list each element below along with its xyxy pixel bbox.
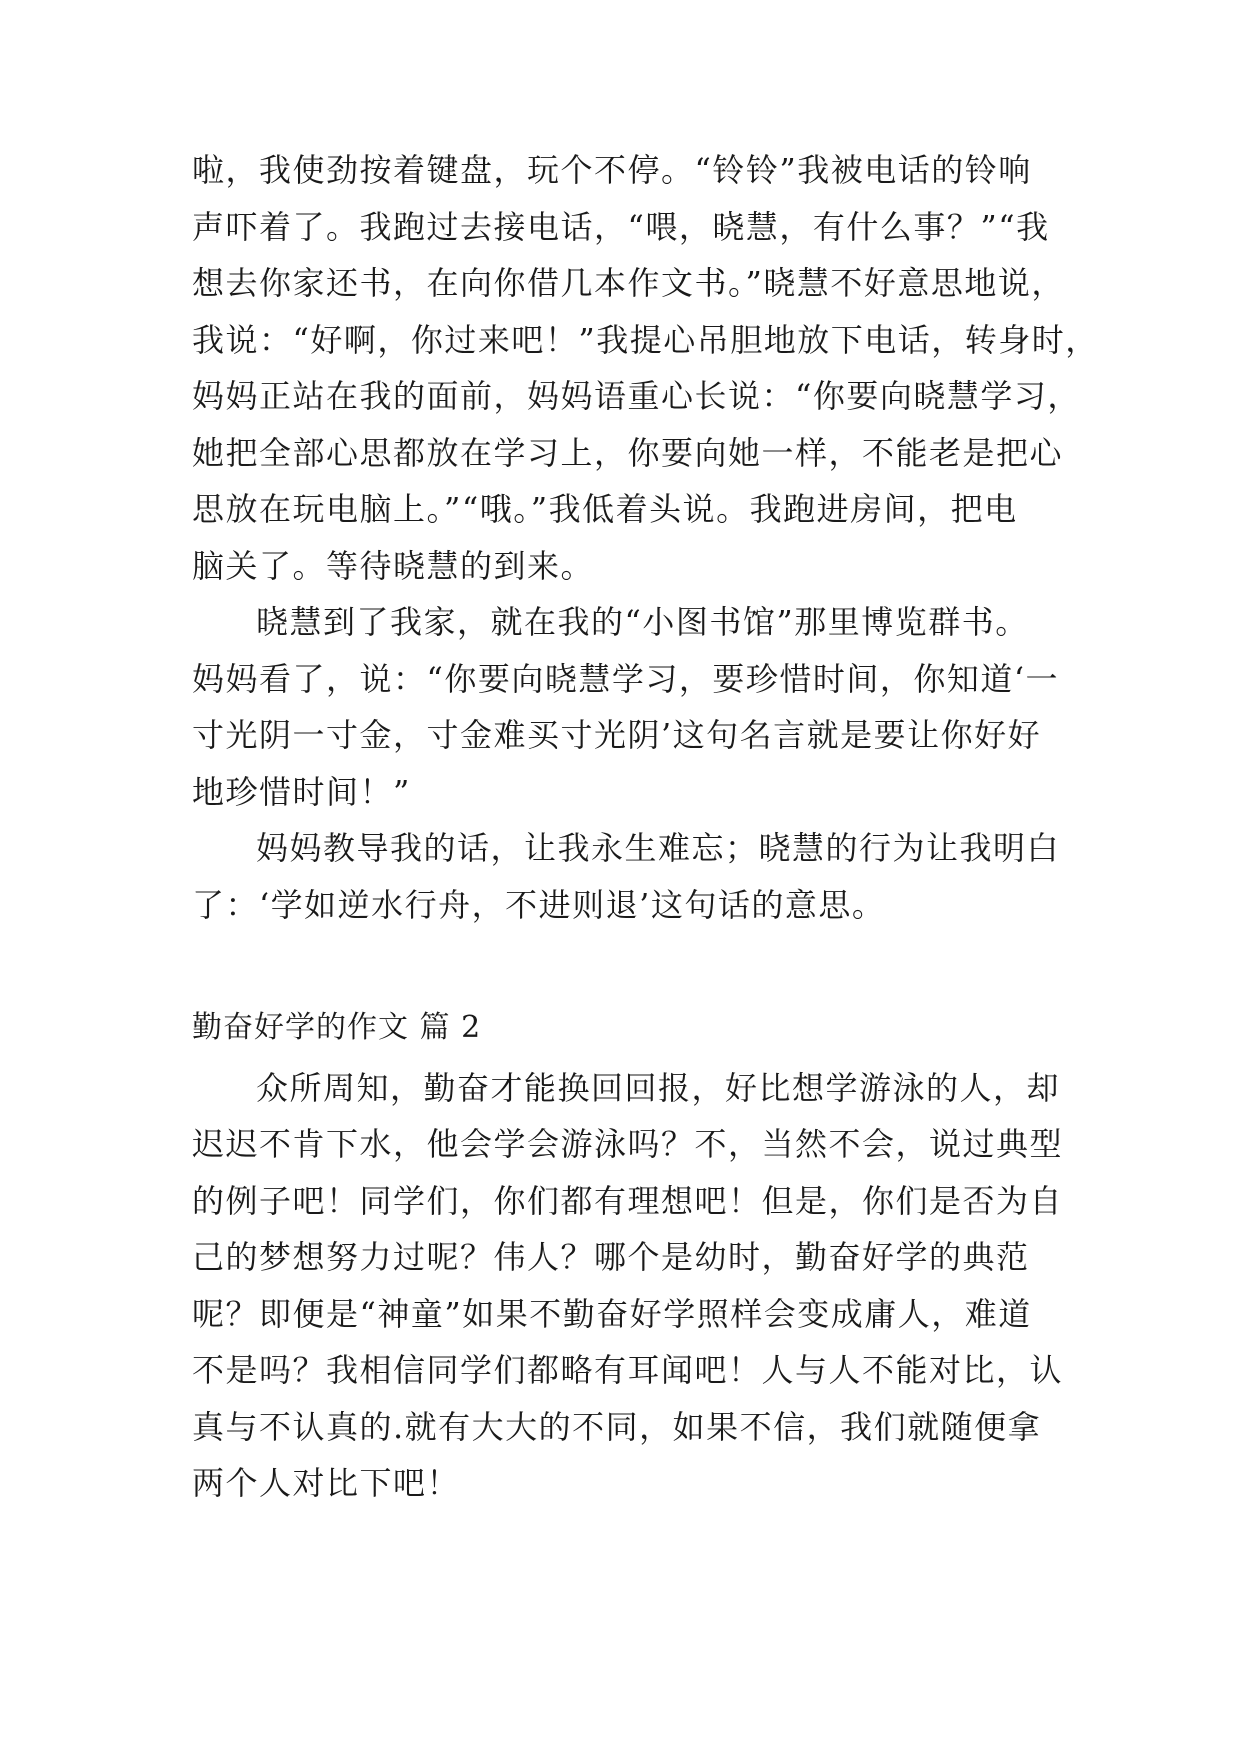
text-line: 真与不认真的.就有大大的不同，如果不信，我们就随便拿	[192, 1408, 1042, 1446]
text-line: 思放在玩电脑上。”“哦。”我低着头说。我跑进房间，把电	[192, 490, 1018, 528]
text-line: 众所周知，勤奋才能换回回报，好比想学游泳的人，却	[256, 1069, 1061, 1107]
text-line: 两个人对比下吧！	[192, 1464, 461, 1502]
text-line: 了：‘学如逆水行舟，不进则退’这句话的意思。	[192, 886, 886, 924]
text-line: 声吓着了。我跑过去接电话，“喂，晓慧，有什么事？”“我	[192, 208, 1050, 246]
text-line: 妈妈看了，说：“你要向晓慧学习，要珍惜时间，你知道‘一	[192, 660, 1060, 698]
section-heading: 勤奋好学的作文 篇 2	[192, 1010, 482, 1045]
text-line: 的例子吧！同学们，你们都有理想吧！但是，你们是否为自	[192, 1182, 1064, 1220]
text-line: 寸光阴一寸金，寸金难买寸光阴’这句名言就是要让你好好	[192, 716, 1042, 754]
text-line: 我说：“好啊，你过来吧！”我提心吊胆地放下电话，转身时，	[192, 321, 1099, 359]
text-line: 脑关了。等待晓慧的到来。	[192, 547, 595, 585]
text-line: 地珍惜时间！”	[192, 773, 411, 811]
text-line: 不是吗？我相信同学们都略有耳闻吧！人与人不能对比，认	[192, 1351, 1064, 1389]
text-line: 想去你家还书，在向你借几本作文书。”晓慧不好意思地说，	[192, 264, 1065, 302]
text-line: 啦，我使劲按着键盘，玩个不停。“铃铃”我被电话的铃响	[192, 151, 1032, 189]
text-line: 迟迟不肯下水，他会学会游泳吗？不，当然不会，说过典型	[192, 1125, 1064, 1163]
text-line: 她把全部心思都放在学习上，你要向她一样，不能老是把心	[192, 434, 1064, 472]
text-line: 妈妈教导我的话，让我永生难忘；晓慧的行为让我明白	[256, 829, 1061, 867]
text-line: 呢？即便是“神童”如果不勤奋好学照样会变成庸人，难道	[192, 1295, 1032, 1333]
text-line: 晓慧到了我家，就在我的“小图书馆”那里博览群书。	[256, 603, 1029, 641]
text-line: 己的梦想努力过呢？伟人？哪个是幼时，勤奋好学的典范	[192, 1238, 1030, 1276]
text-line: 妈妈正站在我的面前，妈妈语重心长说：“你要向晓慧学习，	[192, 377, 1081, 415]
